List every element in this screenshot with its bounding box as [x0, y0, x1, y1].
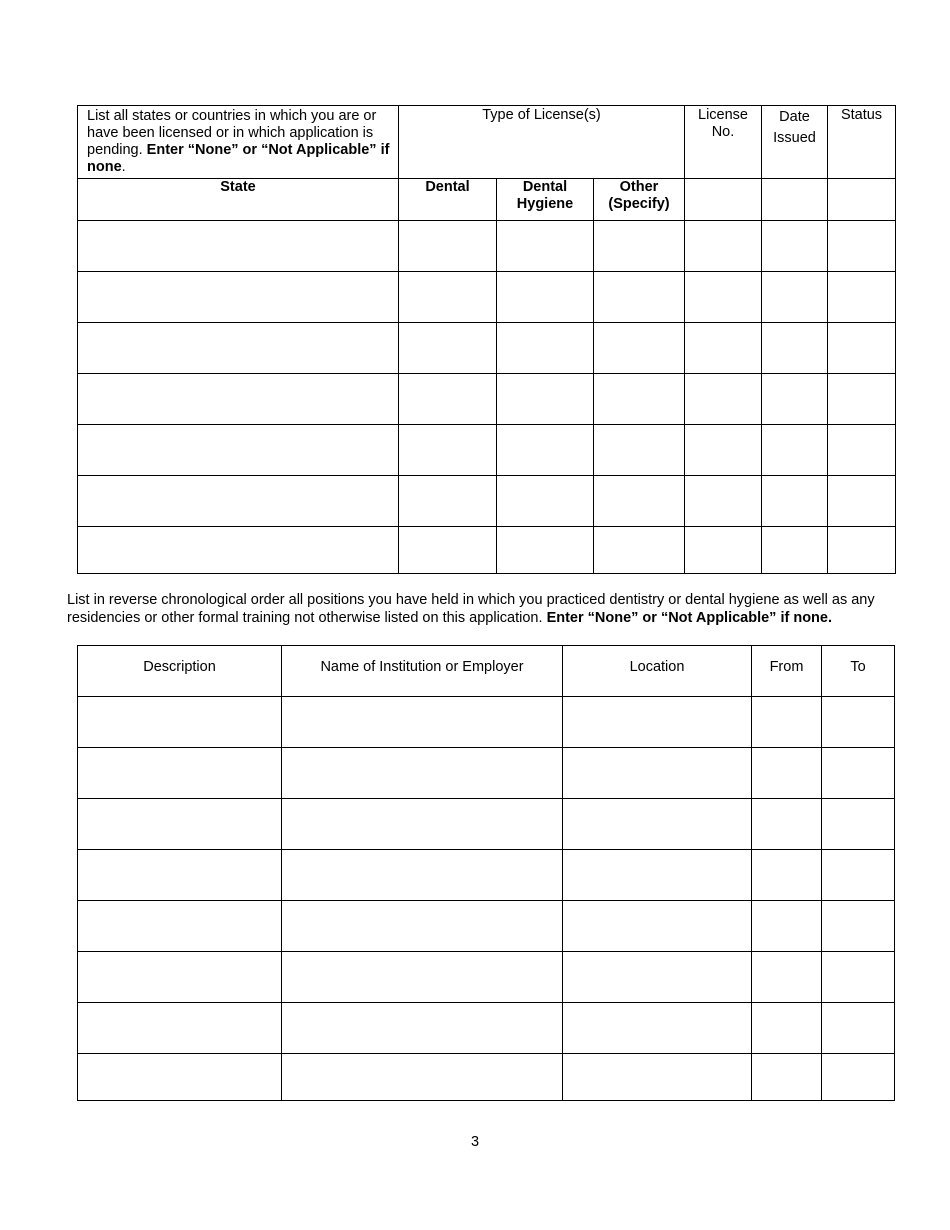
description-label: Description	[143, 658, 216, 675]
state-header	[78, 179, 399, 221]
license-no-field[interactable]	[685, 323, 762, 374]
license-instructions-text: List all states or countries in which you are or have been licensed or in which application is pending.	[87, 108, 377, 158]
license-entry-row	[78, 323, 896, 374]
dental-field[interactable]	[399, 323, 497, 374]
license-entry-row	[78, 527, 896, 574]
description-field[interactable]	[78, 850, 282, 901]
state-field[interactable]	[78, 527, 399, 574]
position-entry-row	[78, 748, 895, 799]
other-field[interactable]	[594, 221, 685, 272]
from-header	[752, 646, 822, 697]
location-field[interactable]	[563, 748, 752, 799]
other-label-line2: (Specify)	[608, 196, 670, 212]
dental-hygiene-field[interactable]	[497, 272, 594, 323]
license-no-field[interactable]	[685, 425, 762, 476]
position-entry-row	[78, 1054, 895, 1101]
date-issued-header	[762, 106, 828, 179]
license-entry-row	[78, 374, 896, 425]
state-field[interactable]	[78, 323, 399, 374]
position-entry-row	[78, 850, 895, 901]
description-field[interactable]	[78, 1003, 282, 1054]
description-field[interactable]	[78, 748, 282, 799]
state-field[interactable]	[78, 272, 399, 323]
dental-field[interactable]	[399, 374, 497, 425]
institution-field[interactable]	[282, 952, 563, 1003]
from-field[interactable]	[752, 1054, 822, 1101]
location-field[interactable]	[563, 799, 752, 850]
dental-hygiene-label-line2: Hygiene	[516, 196, 574, 212]
date-issued-field[interactable]	[762, 272, 828, 323]
position-entry-row	[78, 799, 895, 850]
state-field[interactable]	[78, 221, 399, 272]
dental-hygiene-header	[497, 179, 594, 221]
to-field[interactable]	[822, 952, 895, 1003]
type-of-license-header	[399, 106, 685, 179]
dental-label: Dental	[425, 179, 470, 195]
license-no-label-line1: License	[698, 107, 748, 123]
to-field[interactable]	[822, 850, 895, 901]
positions-instructions	[67, 592, 897, 627]
institution-field[interactable]	[282, 697, 563, 748]
from-field[interactable]	[752, 697, 822, 748]
institution-field[interactable]	[282, 850, 563, 901]
license-no-header	[685, 106, 762, 179]
dental-hygiene-field[interactable]	[497, 323, 594, 374]
dental-field[interactable]	[399, 425, 497, 476]
license-entry-row	[78, 221, 896, 272]
license-no-field[interactable]	[685, 476, 762, 527]
state-field[interactable]	[78, 425, 399, 476]
position-entry-row	[78, 1003, 895, 1054]
date-issued-field[interactable]	[762, 425, 828, 476]
status-field[interactable]	[828, 476, 896, 527]
location-field[interactable]	[563, 1003, 752, 1054]
license-no-field[interactable]	[685, 272, 762, 323]
dental-hygiene-field[interactable]	[497, 476, 594, 527]
date-issued-field[interactable]	[762, 476, 828, 527]
to-field[interactable]	[822, 1054, 895, 1101]
status-field[interactable]	[828, 323, 896, 374]
institution-field[interactable]	[282, 901, 563, 952]
license-no-subheader-blank	[685, 179, 762, 221]
position-entry-row	[78, 901, 895, 952]
license-no-field[interactable]	[685, 374, 762, 425]
description-field[interactable]	[78, 952, 282, 1003]
state-field[interactable]	[78, 374, 399, 425]
status-header	[828, 106, 896, 179]
status-field[interactable]	[828, 425, 896, 476]
other-field[interactable]	[594, 476, 685, 527]
dental-hygiene-label-line1: Dental	[522, 179, 568, 195]
state-label: State	[220, 179, 256, 195]
location-field[interactable]	[563, 697, 752, 748]
date-issued-field[interactable]	[762, 323, 828, 374]
date-issued-field[interactable]	[762, 221, 828, 272]
license-instructions-period: .	[121, 159, 126, 175]
status-label: Status	[840, 107, 883, 123]
to-field[interactable]	[822, 697, 895, 748]
dental-hygiene-field[interactable]	[497, 374, 594, 425]
other-field[interactable]	[594, 425, 685, 476]
institution-field[interactable]	[282, 1054, 563, 1101]
to-field[interactable]	[822, 901, 895, 952]
other-field[interactable]	[594, 323, 685, 374]
dental-field[interactable]	[399, 272, 497, 323]
location-field[interactable]	[563, 850, 752, 901]
description-field[interactable]	[78, 901, 282, 952]
to-field[interactable]	[822, 1003, 895, 1054]
date-issued-label-line1: Date	[779, 109, 810, 125]
to-field[interactable]	[822, 799, 895, 850]
from-field[interactable]	[752, 748, 822, 799]
from-label: From	[769, 658, 804, 675]
status-field[interactable]	[828, 374, 896, 425]
from-field[interactable]	[752, 901, 822, 952]
institution-field[interactable]	[282, 748, 563, 799]
positions-history-table	[77, 645, 895, 1101]
date-issued-field[interactable]	[762, 527, 828, 574]
positions-instructions-text: List in reverse chronological order all positions you have held in which you practiced dentistry or dental hygiene as well as any residencies or other formal training not otherwise listed on this application.	[67, 592, 875, 626]
license-history-table	[77, 105, 896, 574]
positions-table-header-row	[78, 646, 895, 697]
location-header	[563, 646, 752, 697]
page-number: 3	[470, 1134, 480, 1150]
status-field[interactable]	[828, 221, 896, 272]
license-entry-row	[78, 425, 896, 476]
location-label: Location	[629, 658, 685, 675]
position-entry-row	[78, 952, 895, 1003]
to-label: To	[850, 658, 866, 675]
institution-label: Name of Institution or Employer	[320, 658, 524, 675]
license-entry-row	[78, 476, 896, 527]
other-field[interactable]	[594, 374, 685, 425]
license-no-field[interactable]	[685, 221, 762, 272]
date-issued-subheader-blank	[762, 179, 828, 221]
from-field[interactable]	[752, 799, 822, 850]
license-instructions-cell	[78, 106, 399, 179]
dental-field[interactable]	[399, 476, 497, 527]
other-label-line1: Other	[619, 179, 659, 195]
license-instructions-bold: Enter “None” or “Not Applicable” if none	[87, 142, 390, 175]
date-issued-label-line2: Issued	[773, 130, 816, 146]
institution-header	[282, 646, 563, 697]
description-field[interactable]	[78, 799, 282, 850]
license-no-field[interactable]	[685, 527, 762, 574]
location-field[interactable]	[563, 952, 752, 1003]
license-table-subheader-row	[78, 179, 896, 221]
positions-instructions-bold: Enter “None” or “Not Applicable” if none.	[546, 609, 833, 626]
dental-hygiene-field[interactable]	[497, 527, 594, 574]
other-field[interactable]	[594, 527, 685, 574]
status-field[interactable]	[828, 272, 896, 323]
description-header	[78, 646, 282, 697]
dental-hygiene-field[interactable]	[497, 221, 594, 272]
other-field[interactable]	[594, 272, 685, 323]
to-header	[822, 646, 895, 697]
institution-field[interactable]	[282, 799, 563, 850]
date-issued-field[interactable]	[762, 374, 828, 425]
license-entry-row	[78, 272, 896, 323]
dental-hygiene-field[interactable]	[497, 425, 594, 476]
position-entry-row	[78, 697, 895, 748]
description-field[interactable]	[78, 1054, 282, 1101]
location-field[interactable]	[563, 901, 752, 952]
other-specify-header	[594, 179, 685, 221]
description-field[interactable]	[78, 697, 282, 748]
dental-field[interactable]	[399, 527, 497, 574]
from-field[interactable]	[752, 1003, 822, 1054]
location-field[interactable]	[563, 1054, 752, 1101]
license-no-label-line2: No.	[711, 124, 735, 140]
from-field[interactable]	[752, 952, 822, 1003]
institution-field[interactable]	[282, 1003, 563, 1054]
license-table-header-row	[78, 106, 896, 179]
status-subheader-blank	[828, 179, 896, 221]
dental-field[interactable]	[399, 221, 497, 272]
to-field[interactable]	[822, 748, 895, 799]
status-field[interactable]	[828, 527, 896, 574]
dental-header	[399, 179, 497, 221]
state-field[interactable]	[78, 476, 399, 527]
type-of-license-label: Type of License(s)	[482, 107, 601, 123]
from-field[interactable]	[752, 850, 822, 901]
